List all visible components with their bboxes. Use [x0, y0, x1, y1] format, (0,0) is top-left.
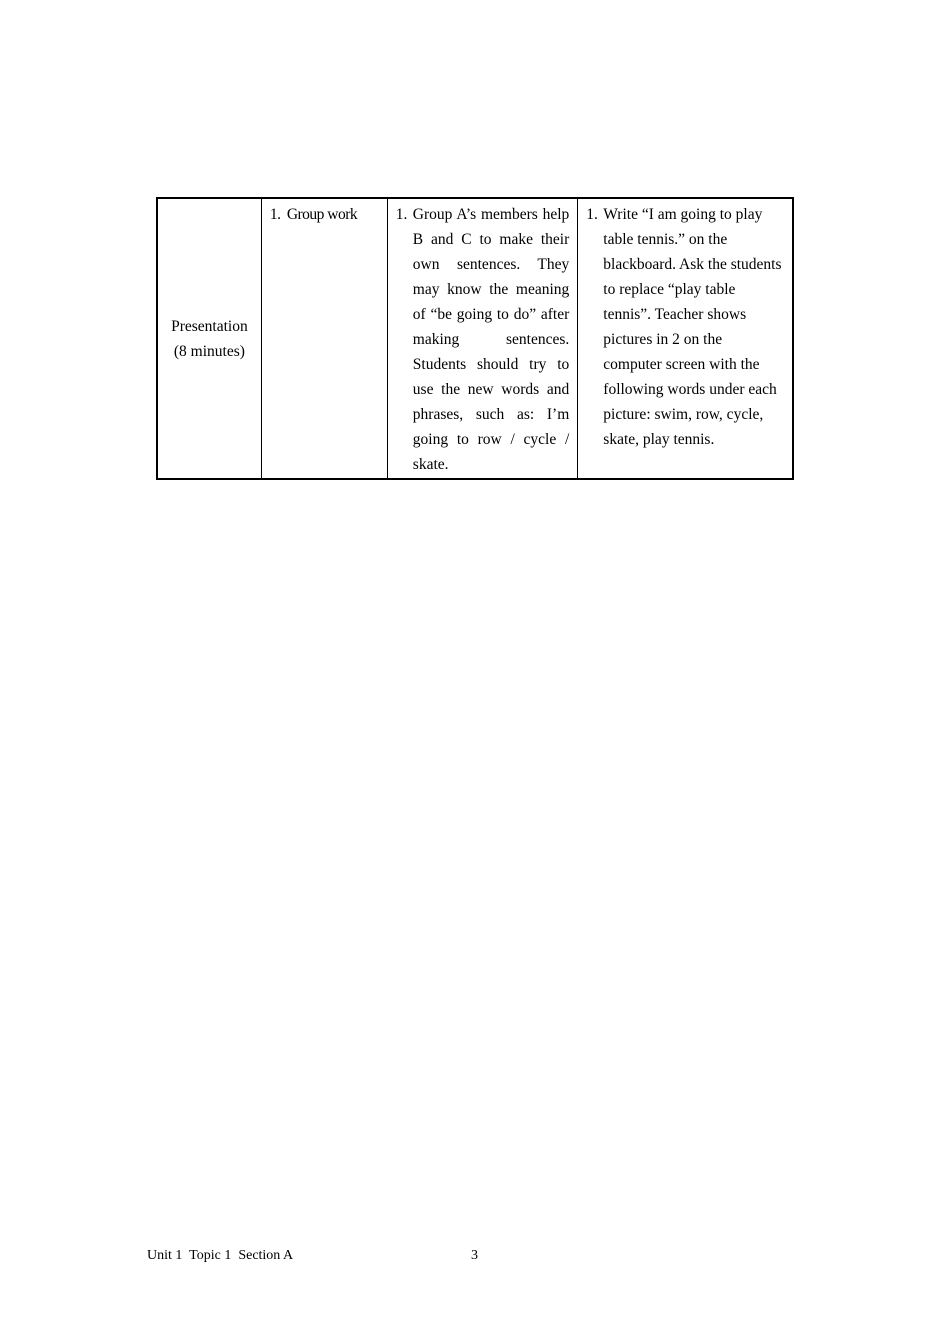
- stage-duration: (8 minutes): [173, 342, 245, 360]
- item-number: 1.: [269, 206, 281, 223]
- footer-section-label: Unit 1 Topic 1 Section A: [147, 1248, 294, 1263]
- student-activity-cell: [387, 198, 577, 479]
- activity-form-text: Group work: [286, 206, 358, 223]
- table-row: [157, 198, 793, 479]
- item-number: 1.: [586, 206, 598, 223]
- activity-form-cell: [261, 198, 387, 479]
- teacher-activity-text: Write “I am going to play table tennis.” on the blackboard. Ask the students to replace “play table tennis”. Teacher shows pictures in 2 on the computer screen with the following words under each picture: swim, row, cycle, skate, play tennis.: [603, 206, 782, 448]
- lesson-plan-table: [156, 197, 794, 480]
- stage-name: Presentation: [171, 317, 248, 335]
- page-number: 3: [471, 1248, 478, 1263]
- teacher-activity-cell: [578, 198, 793, 479]
- item-number: 1.: [395, 206, 408, 223]
- stage-cell: [157, 198, 261, 479]
- student-activity-text: Group A’s members help B and C to make their own sentences. They may know the meaning of “be going to do” after making sentences. Students should try to use the new words and phrases, such as: I’m going to row / cycle / skate.: [412, 206, 570, 473]
